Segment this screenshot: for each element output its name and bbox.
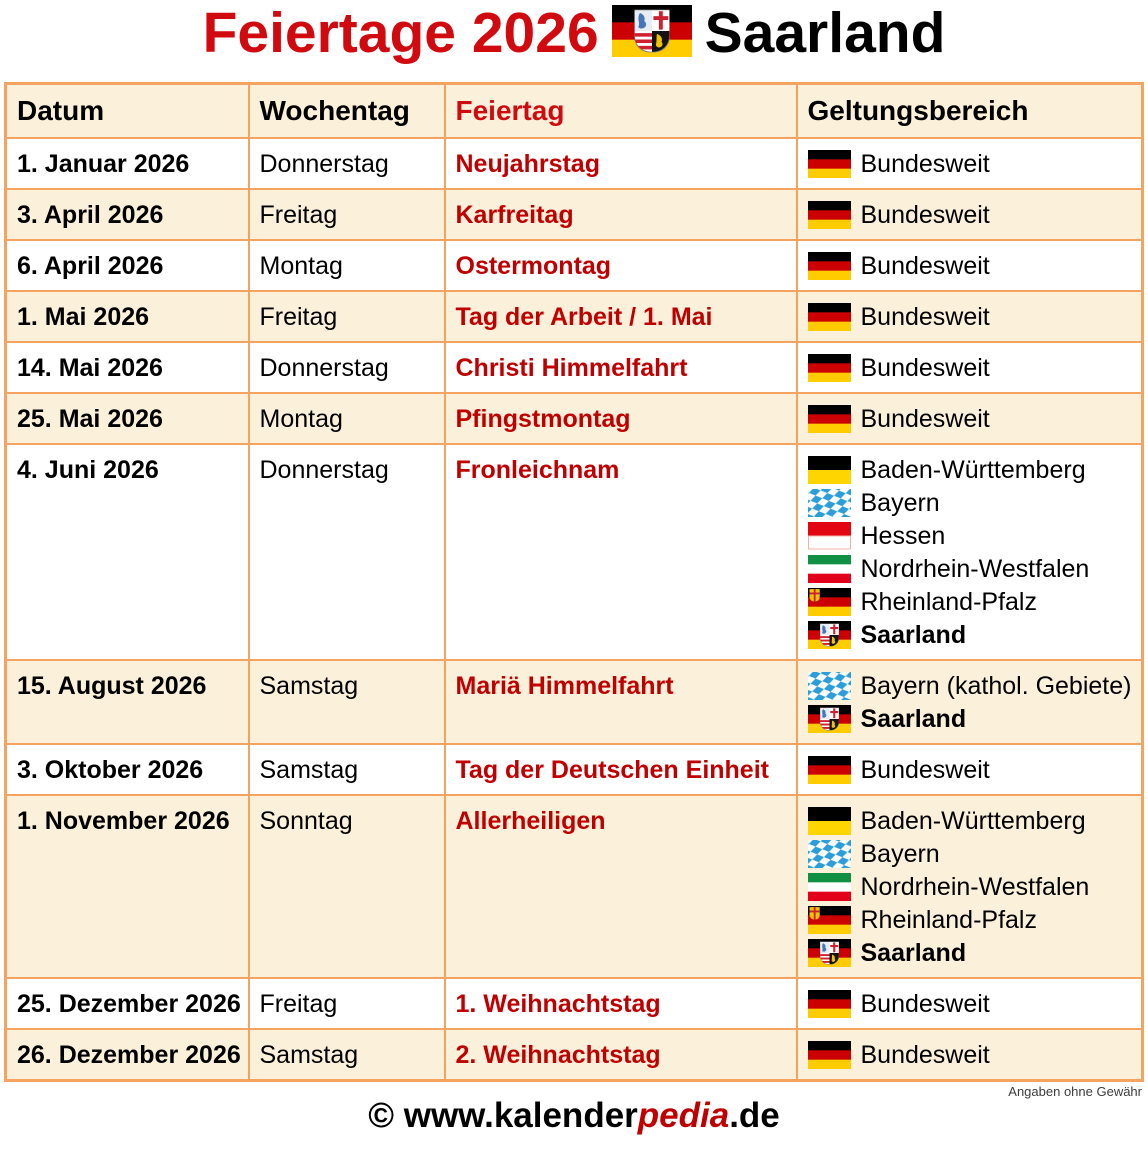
feiertag-cell: Tag der Deutschen Einheit [445,744,797,795]
copyright-highlight: pedia [637,1095,730,1135]
geltungsbereich-cell [797,444,1143,660]
flag-baden-wuerttemberg-icon [808,807,851,835]
region-label: Saarland [860,620,967,649]
region-line [808,252,1136,281]
feiertag-cell: Fronleichnam [445,444,797,660]
feiertag-cell: Allerheiligen [445,795,797,978]
region-label: Nordrhein-Westfalen [860,872,1090,901]
region-label: Bundesweit [860,1040,990,1069]
geltungsbereich-cell [797,1029,1143,1081]
table-row [6,978,1143,1029]
geltungsbereich-cell [797,138,1143,189]
geltungsbereich-cell [797,342,1143,393]
geltungsbereich-cell [797,393,1143,444]
flag-saarland-icon [808,939,851,967]
region-line [808,807,1136,836]
header-wochentag: Wochentag [249,83,445,138]
region-label: Bayern [860,839,940,868]
region-label: Bundesweit [860,149,990,178]
flag-hessen-icon [808,522,851,550]
table-row [6,795,1143,978]
flag-germany-icon [808,201,851,229]
flag-bayern-icon [808,672,851,700]
feiertag-cell: 2. Weihnachtstag [445,1029,797,1081]
page [0,1,1148,1135]
header-row [6,83,1143,138]
region-line [808,456,1136,485]
datum-cell: 3. April 2026 [6,189,249,240]
flag-nordrhein-westfalen-icon [808,873,851,901]
datum-cell: 1. Mai 2026 [6,291,249,342]
feiertag-cell: Pfingstmontag [445,393,797,444]
feiertag-cell: Ostermontag [445,240,797,291]
region-line [808,621,1136,650]
wochentag-cell: Montag [249,393,445,444]
datum-cell: 14. Mai 2026 [6,342,249,393]
region-line [808,990,1136,1019]
wochentag-cell: Donnerstag [249,444,445,660]
table-row [6,393,1143,444]
flag-germany-icon [808,756,851,784]
table-row [6,342,1143,393]
region-label: Nordrhein-Westfalen [860,554,1090,583]
region-label: Saarland [860,938,967,967]
wochentag-cell: Freitag [249,978,445,1029]
region-label: Bundesweit [860,353,990,382]
table-row [6,240,1143,291]
wochentag-cell: Donnerstag [249,138,445,189]
flag-baden-wuerttemberg-icon [808,456,851,484]
flag-saarland-icon [808,621,851,649]
region-line [808,588,1136,617]
flag-nordrhein-westfalen-icon [808,555,851,583]
feiertag-cell: Christi Himmelfahrt [445,342,797,393]
region-label: Baden-Württemberg [860,455,1086,484]
region-label: Rheinland-Pfalz [860,587,1037,616]
holidays-table [4,82,1144,1082]
wochentag-cell: Samstag [249,1029,445,1081]
region-line [808,303,1136,332]
flag-germany-icon [808,252,851,280]
region-line [808,906,1136,935]
flag-saarland-icon [808,705,851,733]
datum-cell: 4. Juni 2026 [6,444,249,660]
flag-rheinland-pfalz-icon [808,588,851,616]
region-line [808,756,1136,785]
geltungsbereich-cell [797,795,1143,978]
header-feiertag: Feiertag [445,83,797,138]
flag-germany-icon [808,354,851,382]
table-row [6,291,1143,342]
region-label: Baden-Württemberg [860,806,1086,835]
wochentag-cell: Samstag [249,660,445,744]
wochentag-cell: Freitag [249,291,445,342]
region-line [808,1041,1136,1070]
region-label: Bundesweit [860,755,990,784]
region-line [808,555,1136,584]
feiertag-cell: 1. Weihnachtstag [445,978,797,1029]
flag-bayern-icon [808,840,851,868]
disclaimer-note: Angaben ohne Gewähr [1008,1083,1142,1099]
region-label: Bundesweit [860,200,990,229]
feiertag-cell: Tag der Arbeit / 1. Mai [445,291,797,342]
region-label: Bundesweit [860,404,990,433]
header-datum: Datum [6,83,249,138]
page-title [4,1,1144,65]
region-line [808,489,1136,518]
region-line [808,150,1136,179]
datum-cell: 15. August 2026 [6,660,249,744]
region-label: Bundesweit [860,989,990,1018]
geltungsbereich-cell [797,978,1143,1029]
geltungsbereich-cell [797,744,1143,795]
region-line [808,672,1136,701]
datum-cell: 6. April 2026 [6,240,249,291]
region-line [808,405,1136,434]
geltungsbereich-cell [797,291,1143,342]
feiertag-cell: Neujahrstag [445,138,797,189]
flag-germany-icon [808,405,851,433]
wochentag-cell: Freitag [249,189,445,240]
region-line [808,201,1136,230]
header-geltungsbereich: Geltungsbereich [797,83,1143,138]
copyright-prefix: © www.kalender [368,1095,638,1135]
region-label: Bundesweit [860,251,990,280]
region-label: Bayern [860,488,940,517]
datum-cell: 3. Oktober 2026 [6,744,249,795]
wochentag-cell: Montag [249,240,445,291]
datum-cell: 1. Januar 2026 [6,138,249,189]
table-row [6,660,1143,744]
flag-germany-icon [808,150,851,178]
copyright-suffix: .de [729,1095,780,1135]
table-row [6,744,1143,795]
feiertag-cell: Mariä Himmelfahrt [445,660,797,744]
datum-cell: 25. Mai 2026 [6,393,249,444]
region-line [808,354,1136,383]
flag-germany-icon [808,303,851,331]
geltungsbereich-cell [797,660,1143,744]
feiertag-cell: Karfreitag [445,189,797,240]
region-line [808,705,1136,734]
title-text-year: Feiertage 2026 [202,1,599,65]
copyright-link[interactable] [4,1097,1144,1134]
datum-cell: 26. Dezember 2026 [6,1029,249,1081]
region-label: Bayern (kathol. Gebiete) [860,671,1132,700]
region-label: Bundesweit [860,302,990,331]
region-label: Hessen [860,521,946,550]
title-text-region: Saarland [704,1,946,65]
flag-bayern-icon [808,489,851,517]
table-row [6,189,1143,240]
flag-germany-icon [808,990,851,1018]
region-line [808,873,1136,902]
wochentag-cell: Samstag [249,744,445,795]
flag-germany-icon [808,1041,851,1069]
table-row [6,1029,1143,1081]
table-body [6,138,1143,1081]
geltungsbereich-cell [797,240,1143,291]
wochentag-cell: Donnerstag [249,342,445,393]
table-row [6,444,1143,660]
datum-cell: 25. Dezember 2026 [6,978,249,1029]
flag-rheinland-pfalz-icon [808,906,851,934]
region-label: Saarland [860,704,967,733]
saarland-flag-icon [612,5,692,57]
region-line [808,840,1136,869]
wochentag-cell: Sonntag [249,795,445,978]
region-line [808,939,1136,968]
region-label: Rheinland-Pfalz [860,905,1037,934]
region-line [808,522,1136,551]
geltungsbereich-cell [797,189,1143,240]
table-row [6,138,1143,189]
datum-cell: 1. November 2026 [6,795,249,978]
